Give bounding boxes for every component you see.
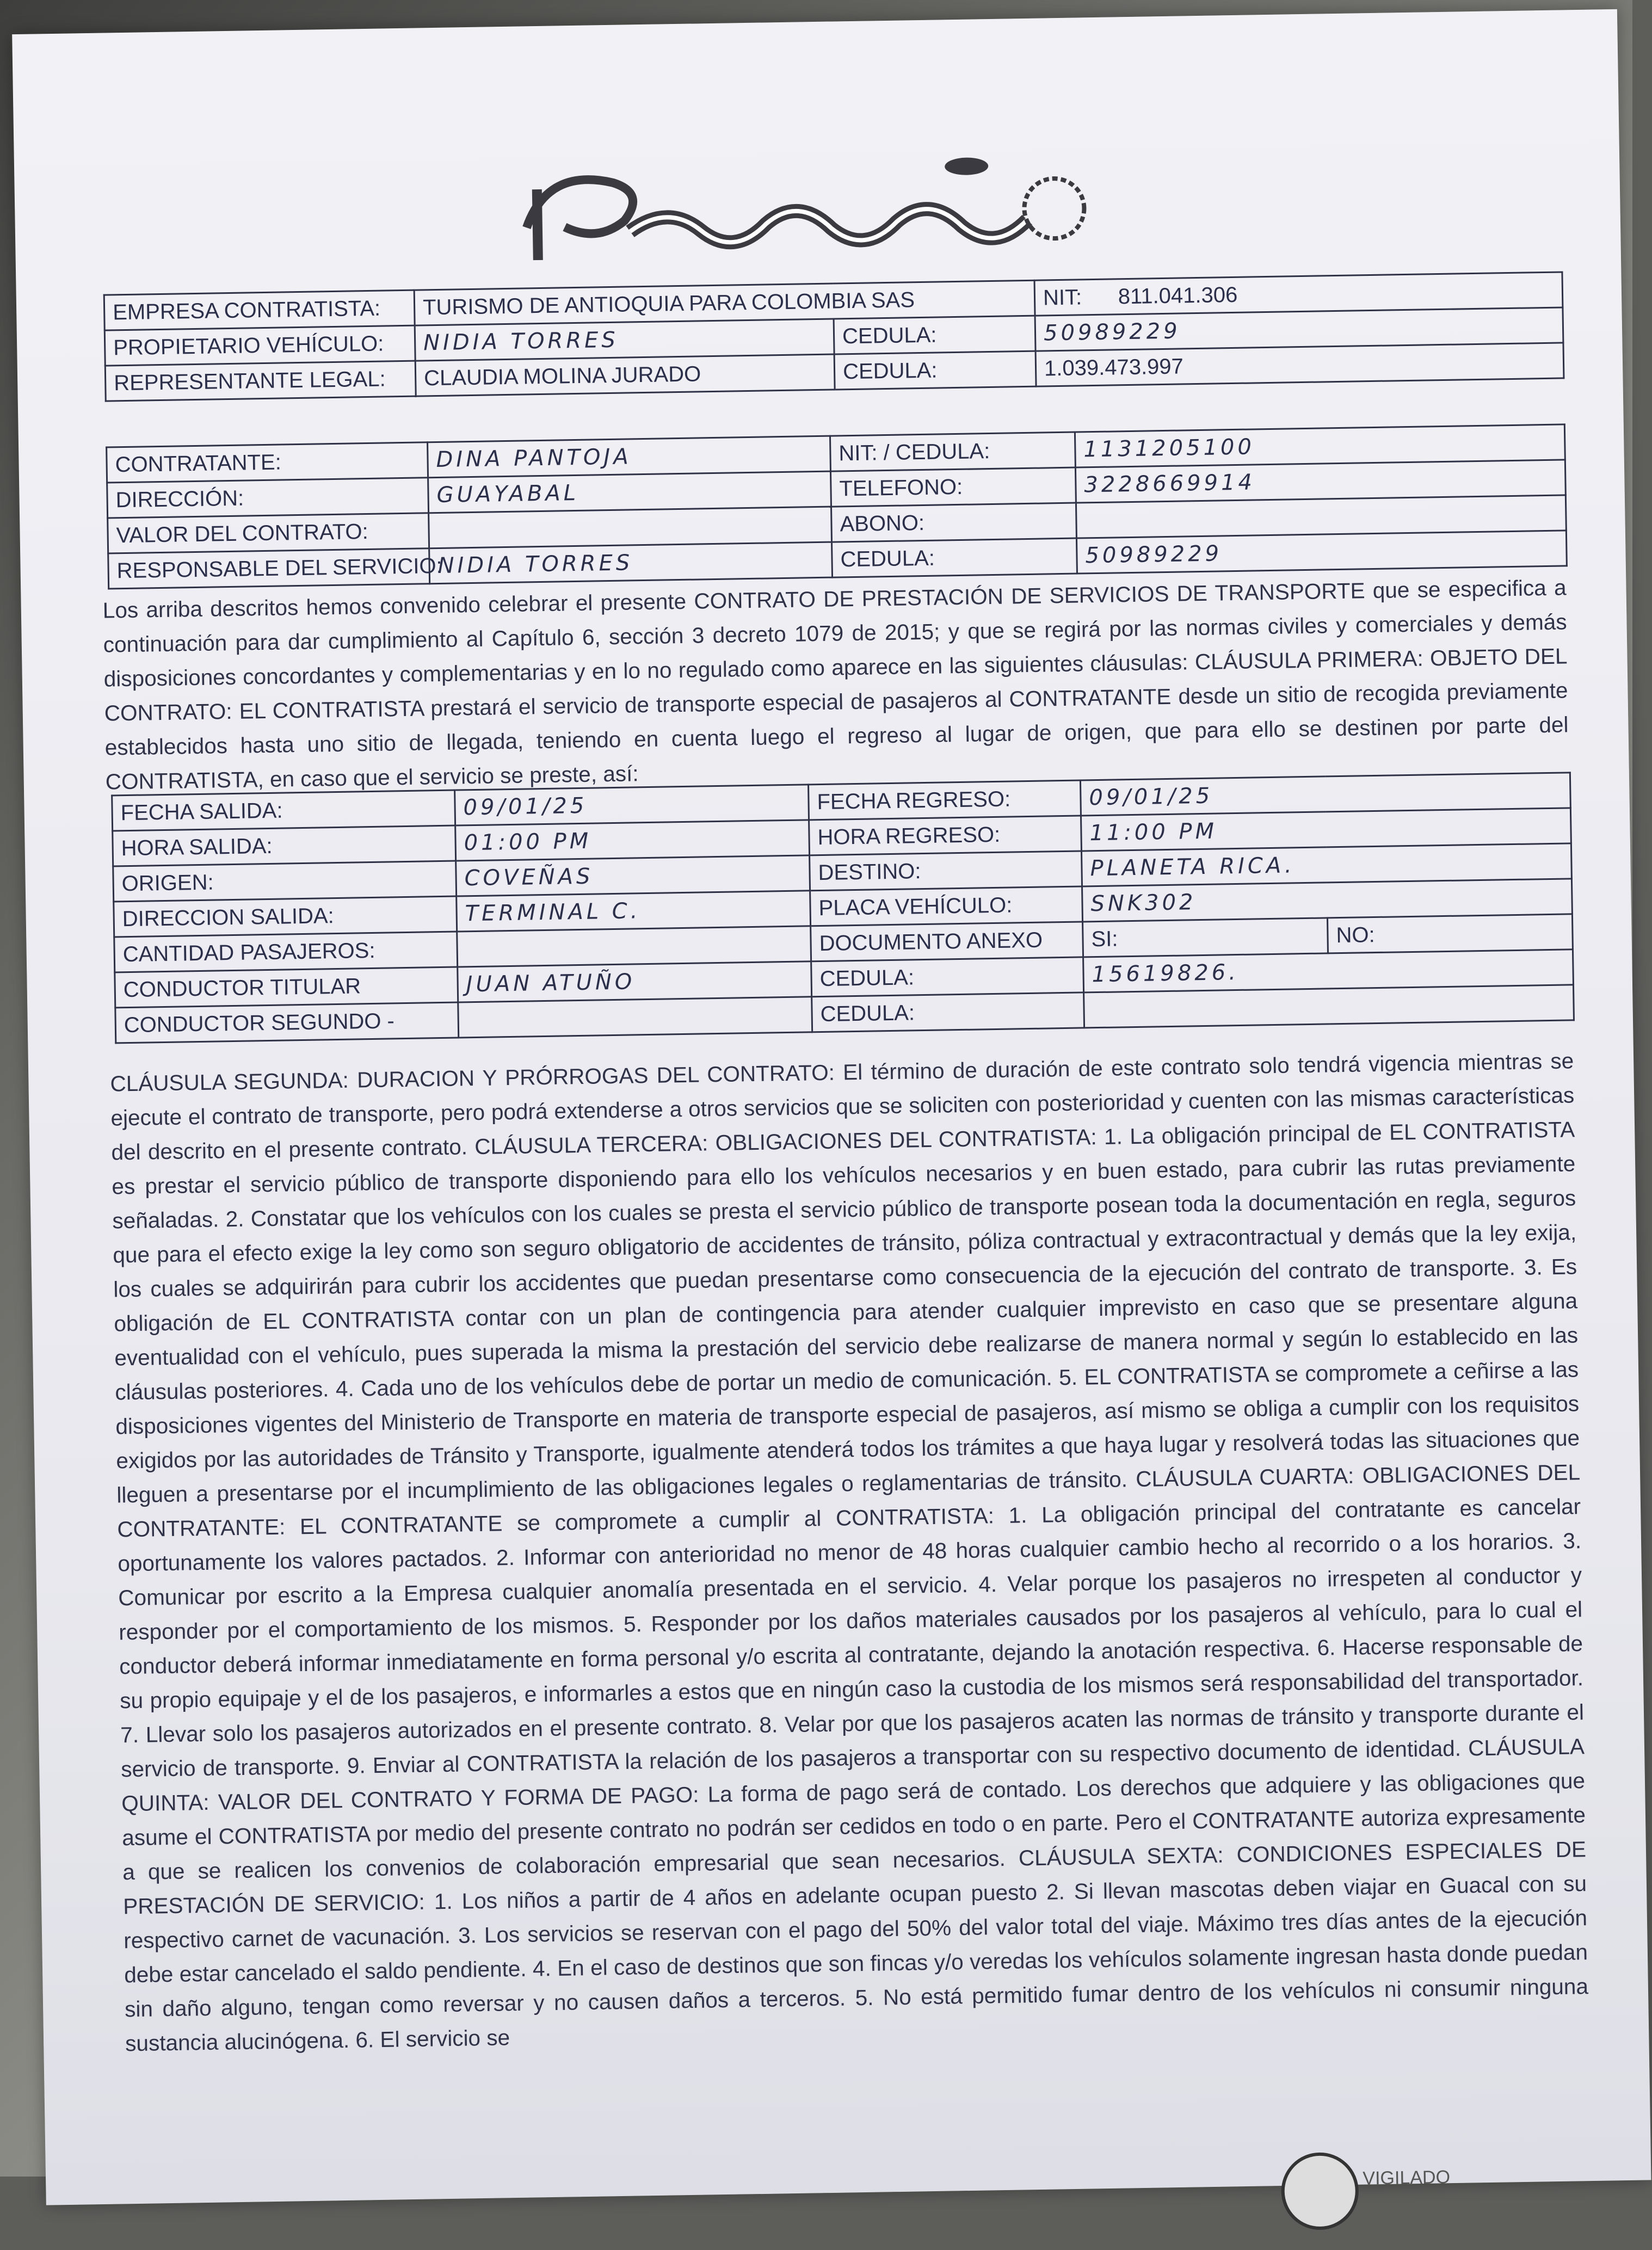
- telefono-label: TELEFONO:: [830, 467, 1076, 507]
- direccion-salida-label: DIRECCION SALIDA:: [114, 896, 457, 937]
- contract-document: [12, 9, 1651, 2205]
- clauses-paragraph: CLÁUSULA SEGUNDA: DURACION Y PRÓRROGAS DEL CONTRATO: El término de duración de este contrato solo tendrá vigencia mientras se ejecute el contrato de transporte, pero podrá extenderse a otros servicios que se soliciten con posterioridad y cuenten con las mismas características del descrito en el presente contrato. CLÁUSULA TERCERA: OBLIGACIONES DEL CONTRATISTA: 1. La obligación principal de EL CONTRATISTA es prestar el servicio público de transporte disponiendo para ello los vehículos necesarios y en buen estado, para cubrir las rutas previamente señaladas. 2. Constatar que los vehículos con los cuales se presta el servicio público de transporte posean toda la documentación en regla, seguros que para el efecto exige la ley como son seguro obligatorio de accidentes de tránsito, póliza contractual y extracontractual y demás que la ley exija, los cuales se adquirirán para cubrir los accidentes que puedan presentarse como consecuencia de la ejecución del contrato de transporte. 3. Es obligación de EL CONTRATISTA contar con un plan de contingencia para atender cualquier imprevisto en caso que se presentare alguna eventualidad con el vehículo, pues superada la misma la prestación del servicio debe realizarse de manera normal y según lo establecido en las cláusulas posteriores. 4. Cada uno de los vehículos debe de portar un medio de comunicación. 5. EL CONTRATISTA se compromete a ceñirse a las disposiciones vigentes del Ministerio de Transporte en materia de transporte especial de pasajeros, así mismo se obliga a cumplir con los requisitos exigidos por las autoridades de Tránsito y Transporte, igualmente atenderá todos los trámites a que haya lugar y resolverá todas las situaciones que lleguen a presentarse por el incumplimiento de las obligaciones legales o reglamentarias de tránsito. CLÁUSULA CUARTA: OBLIGACIONES DEL CONTRATANTE: EL CONTRATANTE se compromete a cumplir al CONTRATISTA: 1. La obligación principal del contratante es cancelar oportunamente los valores pactados. 2. Informar con anterioridad no menor de 48 horas cualquier cambio hecho al recorrido o a los horarios. 3. Comunicar por escrito a la Empresa cualquier anomalía presentada en el servicio. 4. Velar porque los pasajeros no irrespeten al conductor y responder por el comportamiento de los mismos. 5. Responder por los daños materiales causados por los pasajeros al vehículo, para lo cual el conductor deberá informar inmediatamente en forma personal y/o escrita al contratante, dejando la anotación respectiva. 6. Hacerse responsable de su propio equipaje y el de los pasajeros, e informarles a estos que en ningún caso la custodia de los mismos será responsabilidad del transportador. 7. Llevar solo los pasajeros autorizados en el presente contrato. 8. Velar por que los pasajeros acaten las normas de tránsito y transporte durante el servicio de transporte. 9. Enviar al CONTRATISTA la relación de los pasajeros a transportar con su respectivo documento de identidad. CLÁUSULA QUINTA: VALOR DEL CONTRATO Y FORMA DE PAGO: La forma de pago será de contado. Los derechos que adquiere y las obligaciones que asume el CONTRATISTA por medio del presente contrato no podrán ser cedidos en todo o en parte. Pero el CONTRATANTE autoriza expresamente a que se realicen los convenios de colaboración empresarial que sean necesarios. CLÁUSULA SEXTA: CONDICIONES ESPECIALES DE PRESTACIÓN DE SERVICIO: 1. Los niños a partir de 4 años en adelante ocupan puesto 2. Si llevan mascotas deben viajar en Guacal con su respectivo carnet de vacunación. 3. Los servicios se reservan con el pago del 50% del valor total del viaje. Máximo tres días antes de la ejecución debe estar cancelado el saldo pendiente. 4. En el caso de destinos que son fincas y/o veredas los vehículos solamente ingresan hasta donde puedan sin daño alguno, tengan como reversar y no causen daños a terceros. 5. No está permitido fumar dentro de los vehículos ni consumir ninguna sustancia alucinógena. 6. El servicio se: [110, 1048, 1589, 2056]
- direccion-salida-value: TERMINAL C.: [457, 891, 811, 932]
- vigilado-seal: [1281, 2152, 1359, 2230]
- cantidad-label: CANTIDAD PASAJEROS:: [114, 932, 458, 972]
- hora-salida-value: 01:00 PM: [455, 820, 810, 861]
- abono-label: ABONO:: [831, 503, 1077, 542]
- empresa-label: EMPRESA CONTRATISTA:: [104, 290, 415, 330]
- nit-label: NIT:: [1043, 285, 1082, 310]
- nit-cedula-label: NIT: / CEDULA:: [830, 432, 1075, 471]
- placa-value: SNK302: [1082, 879, 1573, 922]
- direccion-label: DIRECCIÓN:: [107, 478, 429, 518]
- responsable-value: NIDIA TORRES: [429, 542, 833, 584]
- company-table: [103, 271, 1565, 402]
- trip-table: [111, 772, 1575, 1044]
- conductor2-cedula-label: CEDULA:: [812, 993, 1084, 1032]
- direccion-value: GUAYABAL: [428, 471, 831, 513]
- destino-value: PLANETA RICA.: [1081, 843, 1571, 886]
- placa-label: PLACA VEHÍCULO:: [810, 886, 1083, 926]
- responsable-cedula-label: CEDULA:: [832, 538, 1077, 577]
- conductor-label: CONDUCTOR TITULAR: [115, 967, 458, 1008]
- telefono-value: 3228669914: [1075, 460, 1565, 503]
- representante-cedula-value: 1.039.473.997: [1035, 343, 1564, 386]
- contratante-label: CONTRATANTE:: [107, 442, 428, 483]
- hora-regreso-label: HORA REGRESO:: [809, 816, 1082, 855]
- nit-cedula-value: 1131205100: [1075, 424, 1565, 467]
- intro-paragraph: Los arriba descritos hemos convenido celebrar el presente CONTRATO DE PRESTACIÓN DE SERVICIOS DE TRANSPORTE que se especifica a continuación para dar cumplimiento al Capítulo 6, sección 3 decreto 1079 de 2015; y que se regirá por las normas civiles y comerciales y demás disposiciones concordantes y complementarias y en lo no regulado como aparece en las siguientes cláusulas: CLÁUSULA PRIMERA: OBJETO DEL CONTRATO: EL CONTRATISTA prestará el servicio de transporte especial de pasajeros al CONTRATANTE desde un sitio de recogida previamente establecidos hasta uno sitio de llegada, teniendo en cuenta luego el regreso al lugar de origen, que para ello se destinen por parte del CONTRATISTA, en caso que el servicio se preste, así:: [102, 575, 1569, 794]
- company-logo: [504, 137, 1104, 272]
- representante-label: REPRESENTANTE LEGAL:: [105, 361, 416, 401]
- propietario-label: PROPIETARIO VEHÍCULO:: [104, 325, 415, 366]
- conductor-cedula-label: CEDULA:: [811, 957, 1084, 997]
- vigilado-stamp: VIGILADO: [1363, 2167, 1451, 2189]
- contratante-table: [106, 423, 1568, 589]
- conductor-cedula-value: 15619826.: [1083, 950, 1574, 993]
- propietario-value: NIDIA TORRES: [415, 319, 834, 361]
- conductor2-cedula-value: [1084, 985, 1574, 1028]
- cantidad-value: [457, 926, 811, 967]
- responsable-cedula-value: 50989229: [1076, 531, 1567, 574]
- origen-label: ORIGEN:: [113, 861, 457, 902]
- fecha-salida-value: 09/01/25: [455, 785, 809, 825]
- valor-label: VALOR DEL CONTRATO:: [108, 513, 429, 553]
- propietario-cedula-label: CEDULA:: [834, 316, 1035, 354]
- representante-value: CLAUDIA MOLINA JURADO: [415, 354, 835, 396]
- hora-regreso-value: 11:00 PM: [1081, 808, 1571, 851]
- documento-no-label: NO:: [1327, 914, 1573, 953]
- destino-label: DESTINO:: [810, 851, 1082, 891]
- origen-value: COVEÑAS: [456, 855, 810, 896]
- conductor2-value: [458, 997, 812, 1038]
- empresa-value: TURISMO DE ANTIOQUIA PARA COLOMBIA SAS: [414, 280, 1035, 325]
- conductor2-label: CONDUCTOR SEGUNDO -: [115, 1002, 459, 1043]
- conductor-value: JUAN ATUÑO: [458, 961, 812, 1002]
- hora-salida-label: HORA SALIDA:: [113, 825, 456, 866]
- contratante-value: DINA PANTOJA: [428, 436, 831, 478]
- fecha-regreso-value: 09/01/25: [1080, 773, 1570, 816]
- documento-si-label: SI:: [1083, 918, 1328, 957]
- fecha-regreso-label: FECHA REGRESO:: [809, 780, 1081, 820]
- fecha-salida-label: FECHA SALIDA:: [112, 790, 455, 831]
- nit-value: 811.041.306: [1118, 282, 1238, 309]
- valor-value: [429, 507, 832, 548]
- logo-graphic: [504, 137, 1104, 272]
- representante-cedula-label: CEDULA:: [834, 351, 1036, 390]
- responsable-label: RESPONSABLE DEL SERVICIO:: [108, 548, 430, 589]
- documento-anexo-label: DOCUMENTO ANEXO: [811, 922, 1083, 961]
- propietario-cedula-value: 50989229: [1035, 307, 1563, 351]
